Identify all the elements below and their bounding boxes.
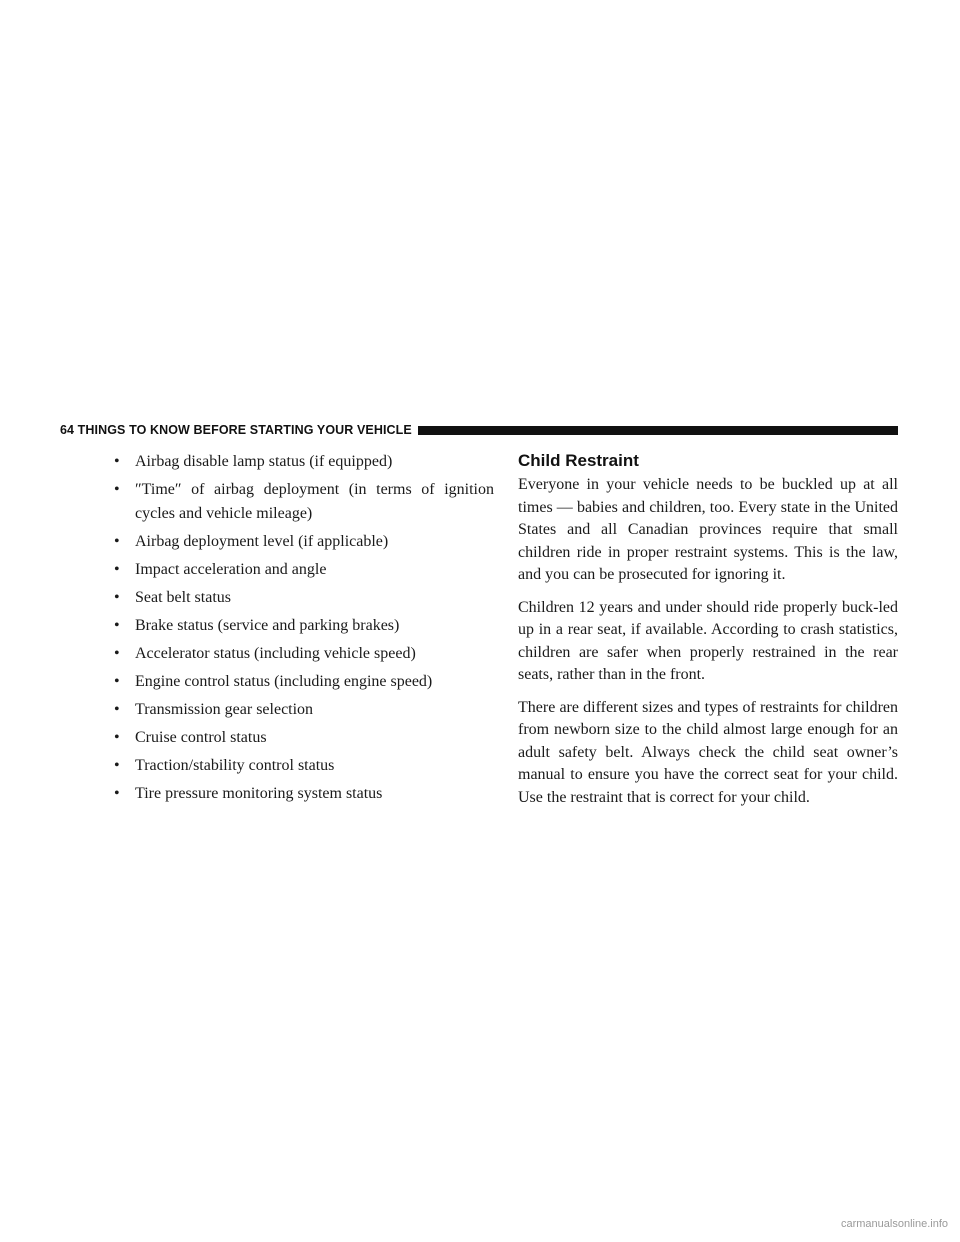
bullet-icon: •	[114, 617, 120, 634]
list-item	[114, 642, 494, 666]
data-list	[114, 450, 494, 810]
list-item	[114, 614, 494, 638]
page-header	[60, 419, 898, 441]
list-item	[114, 478, 494, 526]
child-restraint-section	[518, 450, 898, 819]
list-item	[114, 726, 494, 750]
list-item-text: Engine control status (including engine speed)	[135, 673, 433, 690]
list-item	[114, 754, 494, 778]
list-item	[114, 670, 494, 694]
list-item-text: Brake status (service and parking brakes)	[135, 617, 400, 634]
section-paragraph: There are different sizes and types of restraints for children from newborn size to the child almost large enough for an adult safety belt. Always check the child seat owner’s manual to ensure you have the correct seat for your child. Use the restraint that is correct for your child.	[518, 698, 898, 806]
bullet-icon: •	[114, 645, 120, 662]
section-paragraph: Children 12 years and under should ride properly buck-led up in a rear seat, if available. According to crash statistics, children are safer when properly restrained in the rear seats, rather than in the front.	[518, 598, 898, 683]
list-item	[114, 450, 494, 474]
bullet-icon: •	[114, 589, 120, 606]
list-item-text: Seat belt status	[135, 589, 231, 606]
bullet-icon: •	[114, 673, 120, 690]
list-item-text: Impact acceleration and angle	[135, 561, 327, 578]
section-title: Child Restraint	[518, 451, 639, 470]
bullet-icon: •	[114, 785, 120, 802]
bullet-icon: •	[114, 561, 120, 578]
list-item-text: Cruise control status	[135, 729, 267, 746]
list-item-text: Tire pressure monitoring system status	[135, 785, 383, 802]
page-header-title: 64 THINGS TO KNOW BEFORE STARTING YOUR VEHICLE	[60, 423, 412, 437]
bullet-icon: •	[114, 701, 120, 718]
list-item-text: Transmission gear selection	[135, 701, 314, 718]
bullet-icon: •	[114, 481, 120, 498]
bullet-icon: •	[114, 453, 120, 470]
list-item	[114, 698, 494, 722]
list-item-text: Airbag disable lamp status (if equipped)	[135, 453, 393, 470]
list-item-text: Accelerator status (including vehicle speed)	[135, 645, 416, 662]
bullet-icon: •	[114, 757, 120, 774]
header-rule	[418, 426, 898, 435]
watermark-text: carmanualsonline.info	[840, 1218, 948, 1230]
list-item	[114, 586, 494, 610]
list-item	[114, 782, 494, 806]
bullet-icon: •	[114, 533, 120, 550]
bullet-icon: •	[114, 729, 120, 746]
list-item-text: Airbag deployment level (if applicable)	[135, 533, 389, 550]
list-item	[114, 530, 494, 554]
list-item-text: ″Time″ of airbag deployment (in terms of ignition cycles and vehicle mileage)	[135, 481, 494, 522]
list-item-text: Traction/stability control status	[135, 757, 335, 774]
section-paragraph: Everyone in your vehicle needs to be buckled up at all times — babies and children, too. Every state in the United States and all Canadian provinces require that small children ride in proper restraint systems. This is the law, and you can be prosecuted for ignoring it.	[518, 476, 898, 583]
list-item	[114, 558, 494, 582]
